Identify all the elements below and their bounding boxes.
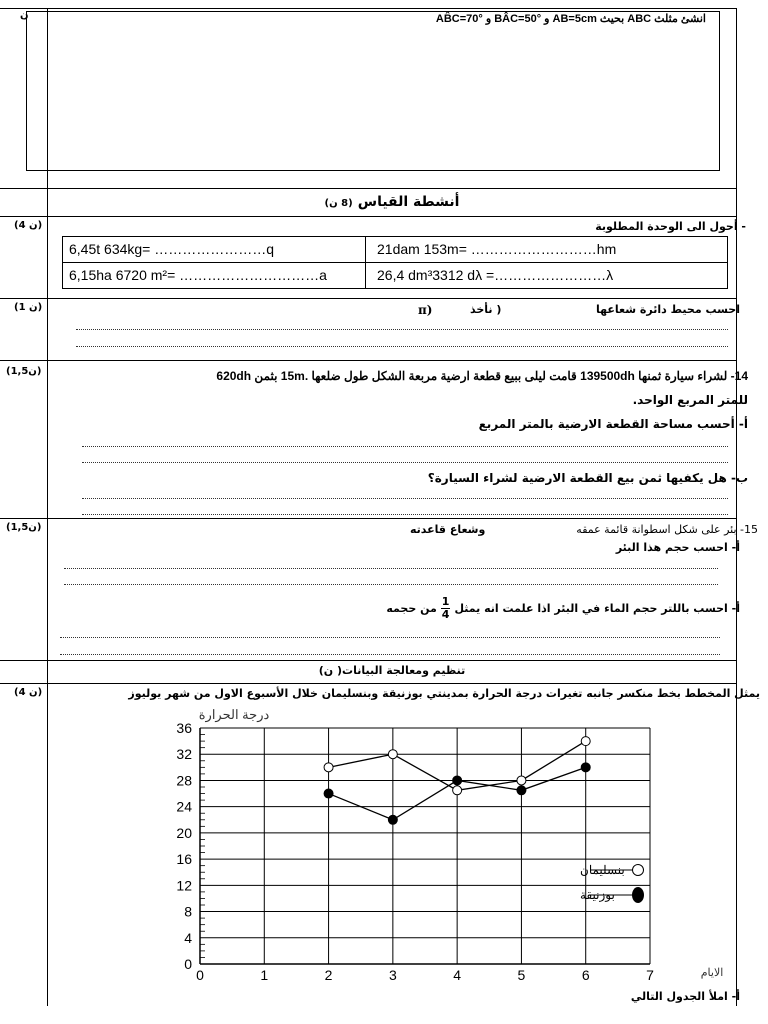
y-tick-label: 12 — [176, 877, 192, 894]
circle-prompt: احسب محيط دائرة شعاعها — [596, 303, 740, 316]
q15-b — [386, 596, 740, 621]
row-divider — [0, 518, 737, 519]
y-tick-label: 24 — [176, 798, 192, 815]
circle-points: (1 ن) — [14, 302, 43, 313]
graph-footer: أ- املأ الجدول التالي — [630, 990, 740, 1003]
y-tick-label: 16 — [176, 851, 192, 868]
data-point — [453, 786, 462, 795]
data-point — [581, 763, 590, 772]
fraction-numerator: 1 — [441, 595, 450, 608]
data-point — [324, 763, 333, 772]
q14-line2: للمتر المربع الواحد. — [632, 393, 748, 407]
fraction — [441, 596, 451, 621]
conversion-cell[interactable]: 6,45t 634kg= ……………………q — [69, 241, 275, 257]
answer-line[interactable] — [64, 568, 718, 569]
x-tick-label: 4 — [453, 967, 462, 983]
graph-prompt: يمثل المخطط بخط منكسر جانبه تغيرات درجة الحرارة بمدينتي بوزنيقة وبنسليمان خلال الأسبوع الاول من شهر يوليوز — [128, 687, 760, 700]
x-tick-label: 1 — [260, 967, 269, 983]
answer-line[interactable] — [82, 498, 728, 499]
row-divider — [0, 683, 737, 684]
y-axis-label: درجة الحرارة — [198, 707, 270, 722]
data-point — [581, 737, 590, 746]
graph-points: (4 ن) — [14, 687, 43, 698]
conversion-points: (4 ن) — [14, 220, 43, 231]
y-tick-label: 28 — [176, 772, 192, 789]
q15-a: أ- احسب حجم هذا البئر — [615, 541, 740, 554]
row-divider — [0, 360, 737, 361]
q14-b: ب- هل يكفيها ثمن بيع القطعة الارضية لشراء السيارة؟ — [427, 471, 748, 485]
legend-label: بوزنيقة — [580, 888, 615, 902]
chart-ticks — [176, 720, 654, 983]
measurement-title: أنشطة القياس — [357, 194, 460, 210]
legend-marker — [632, 887, 644, 903]
conversion-cell[interactable]: 6,15ha 6720 m²= …………………………a — [69, 267, 327, 283]
x-tick-label: 5 — [517, 967, 526, 983]
q15-b-end: من حجمه — [386, 602, 437, 615]
conversion-table — [62, 236, 728, 289]
chart-axes — [200, 728, 650, 964]
data-point — [388, 750, 397, 759]
answer-line[interactable] — [76, 329, 728, 330]
x-tick-label: 2 — [324, 967, 333, 983]
construction-prompt: انشئ مثلث ABC بحيث AB=5cm و BÂC=50° و AB̂C=70° — [435, 13, 706, 25]
y-tick-label: 0 — [184, 956, 192, 972]
pi-symbol: π) — [418, 303, 433, 317]
q15-points: (1,5ن) — [6, 522, 42, 533]
measurement-points: (8 ن) — [324, 198, 353, 209]
temperature-chart — [150, 700, 730, 1000]
row-divider — [0, 660, 737, 661]
q14-a: أ- أحسب مساحة القطعة الارضية بالمتر المربع — [478, 417, 748, 431]
answer-line[interactable] — [60, 637, 720, 638]
chart-grid — [200, 728, 650, 964]
chart-legend — [580, 863, 644, 903]
data-point — [517, 776, 526, 785]
top-border — [0, 8, 737, 9]
answer-line[interactable] — [76, 346, 728, 347]
x-tick-label: 7 — [646, 967, 654, 983]
data-section-title: تنظيم ومعالجة البيانات( ن) — [318, 664, 466, 677]
data-point — [453, 776, 462, 785]
data-point — [324, 789, 333, 798]
answer-line[interactable] — [82, 462, 728, 463]
answer-line[interactable] — [64, 584, 718, 585]
conversion-cell[interactable]: 21dam 153m= ………………………hm — [377, 241, 617, 257]
answer-line[interactable] — [82, 514, 728, 515]
construction-points: ن — [20, 10, 29, 21]
answer-line[interactable] — [82, 446, 728, 447]
conversion-cell[interactable]: 26,4 dm³3312 dλ =……………………λ — [377, 267, 614, 283]
row-divider — [0, 298, 737, 299]
x-tick-label: 6 — [581, 967, 590, 983]
q14-line1: 14- لشراء سيارة ثمنها 139500dh قامت ليلى ببيع قطعة ارضية مربعة الشكل طول ضلعها .15m بثمن 620dh — [216, 369, 748, 383]
right-border — [736, 8, 737, 1006]
y-tick-label: 8 — [184, 903, 192, 920]
row-divider — [0, 188, 737, 189]
x-tick-label: 3 — [388, 967, 397, 983]
q15-line1: 15- بئر على شكل اسطوانة قائمة عمقه — [576, 523, 758, 536]
circle-hint: ( نأخذ — [470, 303, 502, 316]
answer-line[interactable] — [60, 654, 720, 655]
x-tick-label: 0 — [196, 967, 204, 983]
y-tick-label: 32 — [176, 746, 192, 763]
data-point — [388, 815, 397, 824]
q14-points: (1,5ن) — [6, 366, 42, 377]
y-tick-label: 20 — [176, 824, 192, 841]
q15-line1b: وشعاع قاعدته — [410, 523, 486, 536]
row-divider — [0, 216, 737, 217]
legend-label: بنسليمان — [580, 863, 625, 877]
conversion-prompt: - أحول الى الوحدة المطلوبة — [595, 220, 746, 233]
y-tick-label: 4 — [184, 929, 192, 946]
construction-box — [26, 11, 720, 171]
x-axis-label: الايام — [700, 967, 724, 979]
fraction-denominator: 4 — [441, 608, 450, 621]
q15-b-text: أ- احسب باللتر حجم الماء في البئر اذا علمت انه يمثل — [454, 602, 740, 615]
measurement-title-row — [48, 191, 736, 210]
data-point — [517, 786, 526, 795]
y-tick-label: 36 — [176, 720, 192, 736]
legend-marker — [633, 865, 644, 876]
